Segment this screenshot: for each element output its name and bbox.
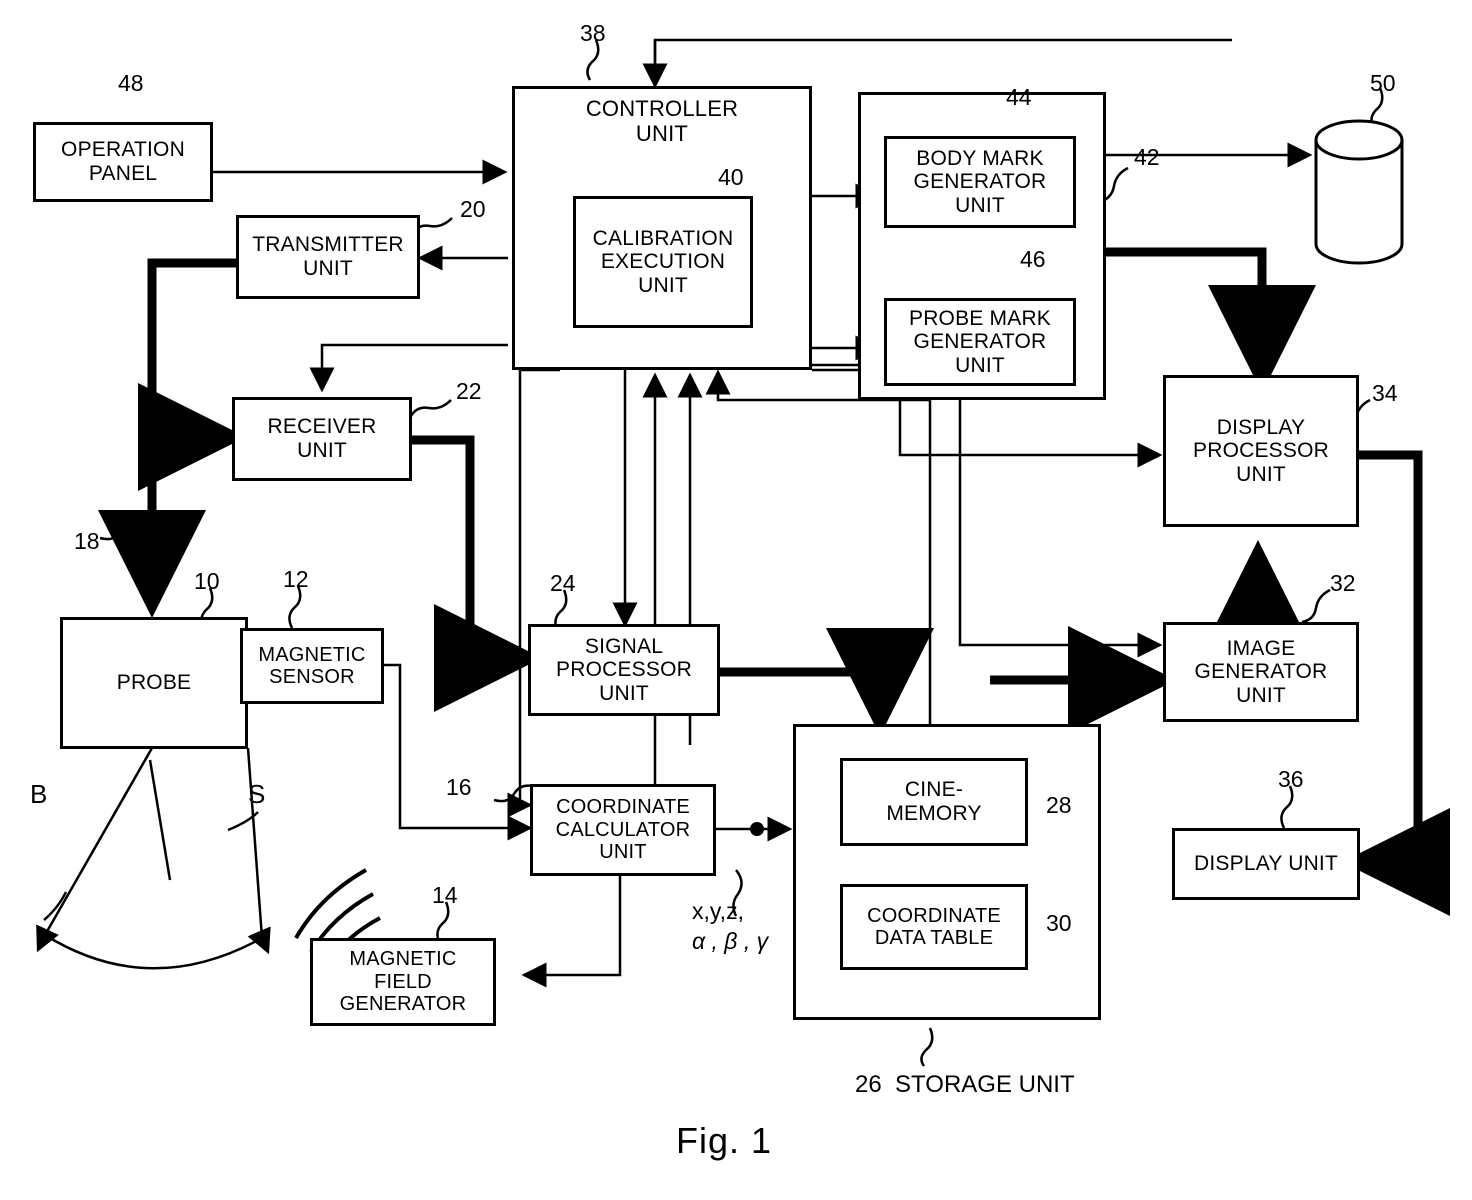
magnetic-field-generator-block[interactable]: MAGNETIC FIELD GENERATOR (310, 938, 496, 1026)
display-unit-block[interactable]: DISPLAY UNIT (1172, 828, 1360, 900)
ref-24: 24 (550, 570, 576, 596)
ref-34: 34 (1372, 380, 1398, 406)
display-processor-unit-block[interactable]: DISPLAY PROCESSOR UNIT (1163, 375, 1359, 527)
image-generator-unit-block[interactable]: IMAGE GENERATOR UNIT (1163, 622, 1359, 722)
ref-22: 22 (456, 378, 482, 404)
ref-50: 50 (1370, 70, 1396, 96)
ref-32: 32 (1330, 570, 1356, 596)
ref-10: 10 (194, 568, 220, 594)
ref-16: 16 (446, 774, 472, 800)
ref-48: 48 (118, 70, 144, 96)
ref-20: 20 (460, 196, 486, 222)
storage-medium-cylinder[interactable] (1313, 118, 1405, 266)
beam-label-b: B (30, 779, 48, 809)
ref-46: 46 (1020, 246, 1046, 272)
scan-label-s: S (248, 779, 266, 809)
ref-40: 40 (718, 164, 744, 190)
coordinate-annotation-line1: x,y,z, (692, 898, 744, 924)
ref-36: 36 (1278, 766, 1304, 792)
transmitter-unit-block[interactable]: TRANSMITTER UNIT (236, 215, 420, 299)
ref-42: 42 (1134, 144, 1160, 170)
cine-memory-block[interactable]: CINE- MEMORY (840, 758, 1028, 846)
ref-26: 26 (855, 1070, 882, 1098)
ref-44: 44 (1006, 84, 1032, 110)
receiver-unit-block[interactable]: RECEIVER UNIT (232, 397, 412, 481)
ref-30: 30 (1046, 910, 1072, 936)
storage-unit-text: STORAGE UNIT (895, 1070, 1075, 1098)
probe-block[interactable]: PROBE (60, 617, 248, 749)
ref-38: 38 (580, 20, 606, 46)
operation-panel-block[interactable]: OPERATION PANEL (33, 122, 213, 202)
signal-processor-unit-block[interactable]: SIGNAL PROCESSOR UNIT (528, 624, 720, 716)
probe-mark-generator-unit-block[interactable]: PROBE MARK GENERATOR UNIT (884, 298, 1076, 386)
ref-18: 18 (74, 528, 100, 554)
coordinate-calculator-unit-block[interactable]: COORDINATE CALCULATOR UNIT (530, 784, 716, 876)
storage-unit-label (855, 1043, 1075, 1098)
ref-14: 14 (432, 882, 458, 908)
coordinate-annotation-line2: α , β , γ (692, 928, 769, 954)
ref-12: 12 (283, 566, 309, 592)
calibration-execution-unit-block[interactable]: CALIBRATION EXECUTION UNIT (573, 196, 753, 328)
controller-unit-block[interactable]: CONTROLLER UNIT (512, 86, 812, 370)
ref-28: 28 (1046, 792, 1072, 818)
body-mark-generator-unit-block[interactable]: BODY MARK GENERATOR UNIT (884, 136, 1076, 228)
coordinate-data-table-block[interactable]: COORDINATE DATA TABLE (840, 884, 1028, 970)
figure-caption: Fig. 1 (676, 1120, 773, 1161)
magnetic-sensor-block[interactable]: MAGNETIC SENSOR (240, 628, 384, 704)
